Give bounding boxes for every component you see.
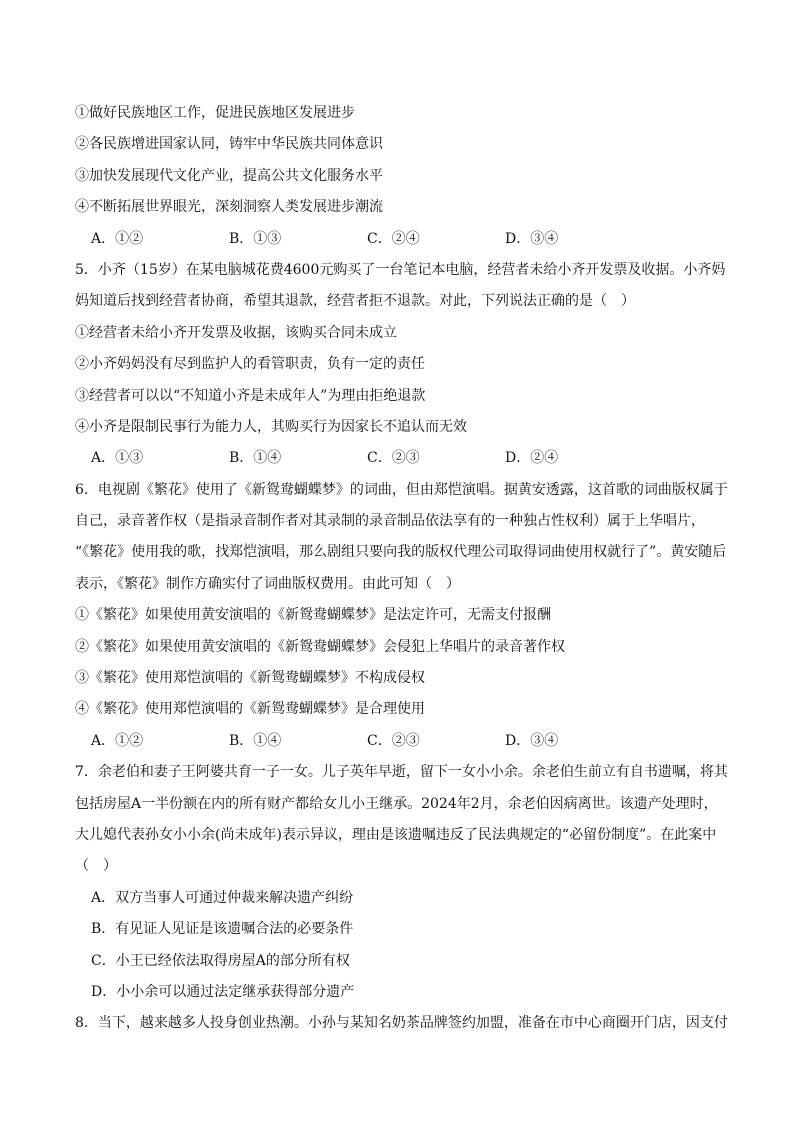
q5-options (75, 443, 738, 474)
q7-stem-line-3: 大儿媳代表孙女小小余(尚未成年)表示异议，理由是该遗嘱违反了民法典规定的“必留份制度”。在此案中 (75, 826, 717, 843)
q5-stem-line-2: 妈知道后找到经营者协商，希望其退款，经营者拒不退款。对此，下列说法正确的是（ ） (75, 293, 635, 310)
q7-stem-line-4: （ ） (75, 858, 117, 875)
q5-option-a[interactable]: A．①③ (91, 450, 144, 467)
q6-statement-2: ②《繁花》如果使用黄安演唱的《新鸳鸯蝴蝶梦》会侵犯上华唱片的录音著作权 (75, 638, 565, 655)
q5-statement-1: ①经营者未给小齐开发票及收据，该购买合同未成立 (75, 324, 397, 341)
q4-statement-3: ③加快发展现代文化产业，提高公共文化服务水平 (75, 167, 383, 184)
q5-option-b[interactable]: B．①④ (229, 450, 282, 467)
q4-statement-1: ①做好民族地区工作，促进民族地区发展进步 (75, 105, 355, 121)
q6-stem-line-3: “《繁花》使用我的歌，找郑恺演唱，那么剧组只要向我的版权代理公司取得词曲使用权就行了”。黄安随后 (75, 544, 727, 561)
question-4 (75, 98, 738, 255)
q5-stem-line-1: 5．小齐（15岁）在某电脑城花费4600元购买了一台笔记本电脑，经营者未给小齐开发票及收据。小齐妈 (75, 261, 726, 278)
q4-option-c[interactable]: C．②④ (367, 230, 420, 247)
q6-statement-1: ①《繁花》如果使用黄安演唱的《新鸳鸯蝴蝶梦》是法定许可，无需支付报酬 (75, 607, 551, 624)
question-5 (75, 255, 738, 475)
q7-option-c[interactable]: C．小王已经依法取得房屋A的部分所有权 (91, 952, 350, 969)
question-8 (75, 1008, 738, 1039)
q4-options (75, 224, 738, 255)
q4-option-a[interactable]: A．①② (91, 230, 144, 247)
q5-statement-4: ④小齐是限制民事行为能力人，其购买行为因家长不追认而无效 (75, 418, 467, 435)
q4-option-b[interactable]: B．①③ (229, 230, 282, 247)
q6-statement-4: ④《繁花》使用郑恺演唱的《新鸳鸯蝴蝶梦》是合理使用 (75, 701, 425, 718)
q7-option-d[interactable]: D．小小余可以通过法定继承获得部分遗产 (91, 983, 355, 1000)
q6-option-c[interactable]: C．②③ (367, 732, 420, 749)
q6-option-b[interactable]: B．①④ (229, 732, 282, 749)
q7-option-b[interactable]: B．有见证人见证是该遗嘱合法的必要条件 (91, 921, 354, 938)
q7-stem-line-2: 包括房屋A一半份额在内的所有财产都给女儿小王继承。2024年2月，余老伯因病离世。该遗产处理时， (75, 795, 718, 812)
q7-option-a[interactable]: A．双方当事人可通过仲裁来解决遗产纠纷 (91, 889, 354, 906)
q4-statement-2: ②各民族增进国家认同，铸牢中华民族共同体意识 (75, 136, 383, 153)
q8-stem-line-1: 8．当下，越来越多人投身创业热潮。小孙与某知名奶茶品牌签约加盟，准备在市中心商圈开门店，因支付 (75, 1015, 728, 1032)
q6-options (75, 726, 738, 757)
q6-stem-line-4: 表示，《繁花》制作方确实付了词曲版权费用。由此可知（ ） (75, 575, 460, 592)
q6-stem-line-1: 6．电视剧《繁花》使用了《新鸳鸯蝴蝶梦》的词曲，但由郑恺演唱。据黄安透露，这首歌的词曲版权属于 (75, 481, 728, 498)
question-6 (75, 475, 738, 758)
q6-option-d[interactable]: D．③④ (505, 732, 559, 749)
q5-statement-2: ②小齐妈妈没有尽到监护人的看管职责，负有一定的责任 (75, 356, 425, 373)
q6-statement-3: ③《繁花》使用郑恺演唱的《新鸳鸯蝴蝶梦》不构成侵权 (75, 670, 425, 687)
q7-stem-line-1: 7．余老伯和妻子王阿婆共育一子一女。儿子英年早逝，留下一女小小余。余老伯生前立有自书遗嘱，将其 (75, 764, 728, 781)
q6-stem-line-2: 自己，录音著作权（是指录音制作者对其录制的录音制品依法享有的一种独占性权利）属于上华唱片， (75, 513, 705, 530)
question-7 (75, 757, 738, 1008)
q4-option-d[interactable]: D．③④ (505, 230, 559, 247)
q5-option-d[interactable]: D．②④ (505, 450, 559, 467)
q6-option-a[interactable]: A．①② (91, 732, 144, 749)
q4-statement-4: ④不断拓展世界眼光，深刻洞察人类发展进步潮流 (75, 199, 383, 216)
q5-statement-3: ③经营者可以以“不知道小齐是未成年人”为理由拒绝退款 (75, 387, 426, 404)
q5-option-c[interactable]: C．②③ (367, 450, 420, 467)
